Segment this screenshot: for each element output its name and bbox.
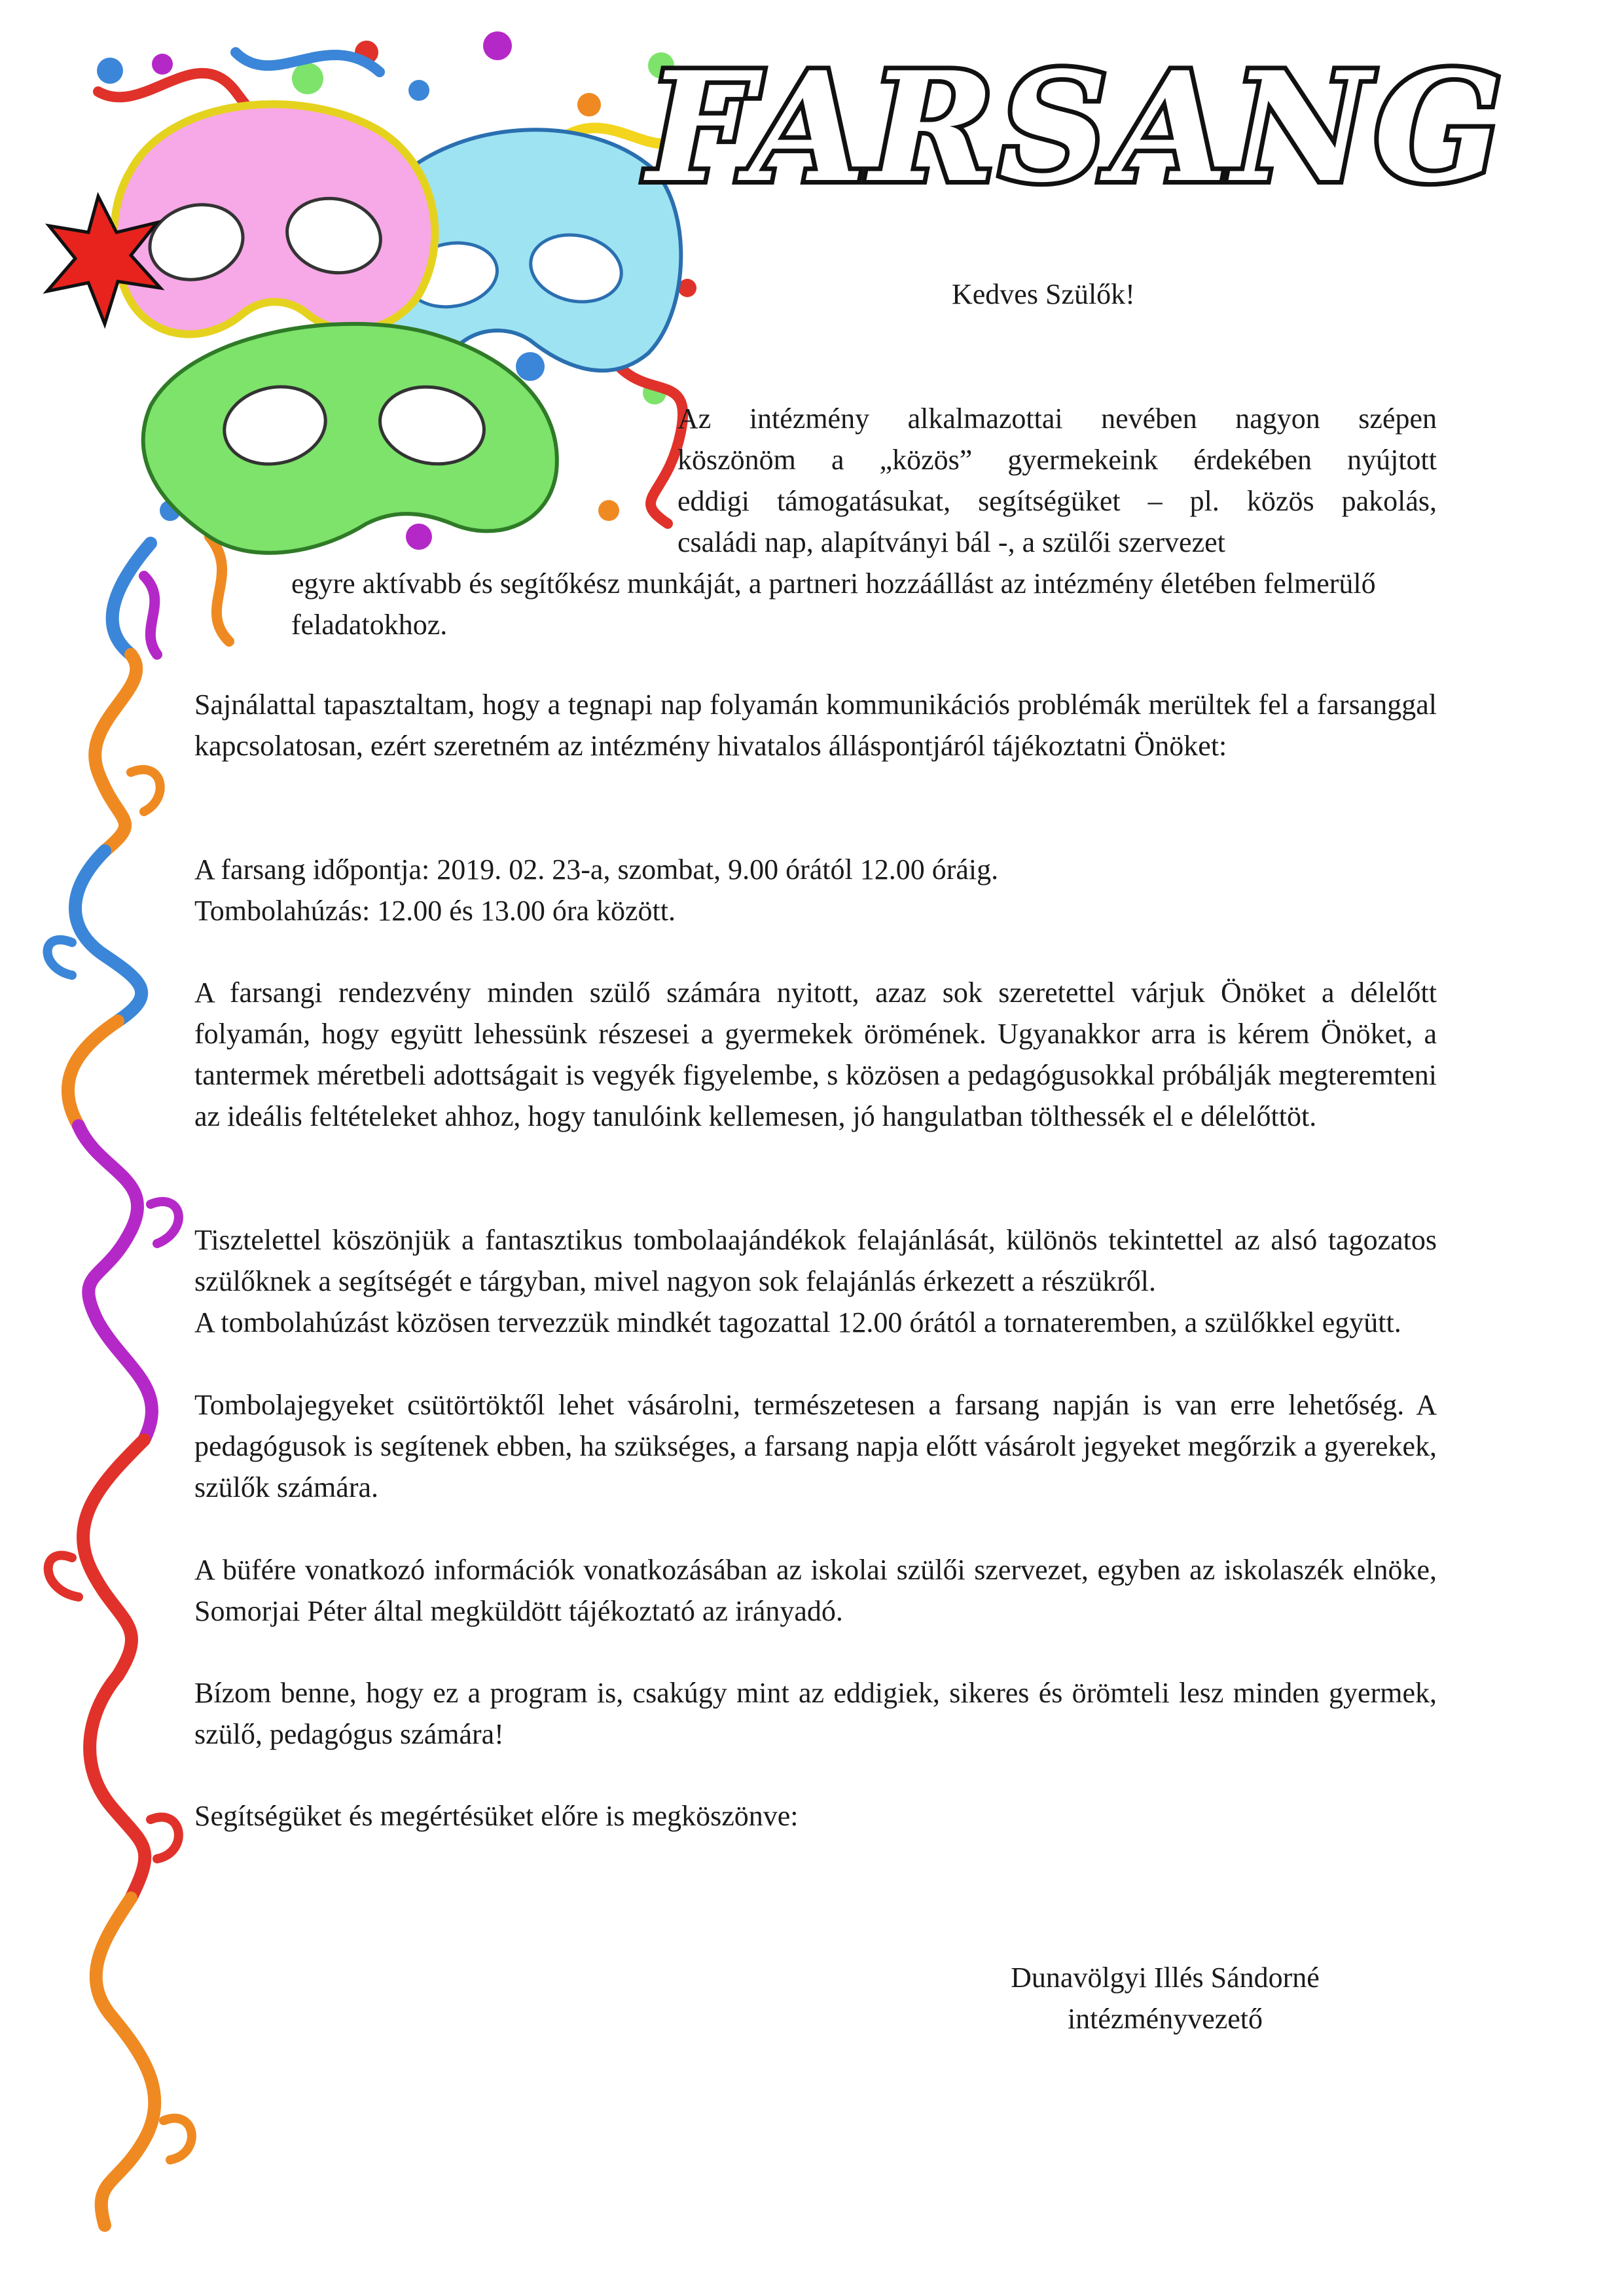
paragraph-tombola-draw: A tombolahúzást közösen tervezzük mindkét tagozattal 12.00 órától a tornateremben, a szülőkkel együtt. xyxy=(194,1306,1401,1338)
signature-name: Dunavölgyi Illés Sándorné xyxy=(1011,1962,1320,1994)
paragraph-tickets: Tombolajegyeket csütörtöktől lehet vásárolni, természetesen a farsang napján is van erre lehetőség. A pedagógusok is segítenek ebben, ha szükséges, a farsang napja előtt vásárolt jegyeket megőrzik a gyerekek, szülők számára. xyxy=(194,1389,1437,1503)
green-mask xyxy=(143,324,557,553)
paragraph-communication: Sajnálattal tapasztaltam, hogy a tegnapi nap folyamán kommunikációs problémák merültek fel a farsanggal kapcsolatosan, ezért szeretném az intézmény hivatalos álláspontjáról tájékoztatni Önöket: xyxy=(194,689,1437,762)
salutation: Kedves Szülők! xyxy=(952,278,1135,310)
paragraph-buffet: A büfére vonatkozó információk vonatkozásában az iskolai szülői szervezet, egyben az iskolaszék elnöke, Somorjai Péter által megküldött tájékoztató az irányadó. xyxy=(194,1554,1437,1627)
paragraph-open-event: A farsangi rendezvény minden szülő számára nyitott, azaz sok szeretettel várjuk Önöket a délelőtt folyamán, hogy együtt lehessünk részesei a gyermekek örömének. Ugyanakkor arra is kérem Önöket, a tantermek méretbeli adottságait is vegyék figyelembe, s közösen a pedagógusokkal próbálják megteremteni az ideális feltételeket ahhoz, hogy tanulóink kellemesen, jó hangulatban tölthessék el e délelőttöt. xyxy=(194,977,1437,1132)
tombola-time-line: Tombolahúzás: 12.00 és 13.00 óra között. xyxy=(194,895,676,927)
date-line: A farsang időpontja: 2019. 02. 23-a, szombat, 9.00 órától 12.00 óráig. xyxy=(194,853,999,886)
page-title xyxy=(647,36,1507,232)
signature-title: intézményvezető xyxy=(1067,2003,1263,2035)
intro-line-4: családi nap, alapítványi bál -, a szülői szervezet xyxy=(677,526,1225,558)
intro-continuation: egyre aktívabb és segítőkész munkáját, a partneri hozzáállást az intézmény életében felmerülő feladatokhoz. xyxy=(291,567,1376,641)
pink-mask xyxy=(114,104,435,334)
paragraph-wishes: Bízom benne, hogy ez a program is, csakúgy mint az eddigiek, sikeres és örömteli lesz minden gyermek, szülő, pedagógus számára! xyxy=(194,1677,1437,1750)
paragraph-thanks: Tisztelettel köszönjük a fantasztikus tombolaajándékok felajánlását, különös tekintettel az alsó tagozatos szülőknek a segítségét e tárgyban, mivel nagyon sok felajánlás érkezett a részükről. xyxy=(194,1224,1437,1297)
intro-line-1: Az intézmény alkalmazottai nevében nagyon szépen xyxy=(677,403,1437,435)
closing-line: Segítségüket és megértésüket előre is megköszönve: xyxy=(194,1800,799,1832)
title-text: FARSANG xyxy=(647,39,1507,216)
intro-line-2: köszönöm a „közös” gyermekeink érdekében nyújtott xyxy=(677,444,1437,476)
left-streamer xyxy=(68,543,154,2225)
intro-line-3: eddigi támogatásukat, segítségüket – pl. közös pakolás, xyxy=(677,485,1437,517)
